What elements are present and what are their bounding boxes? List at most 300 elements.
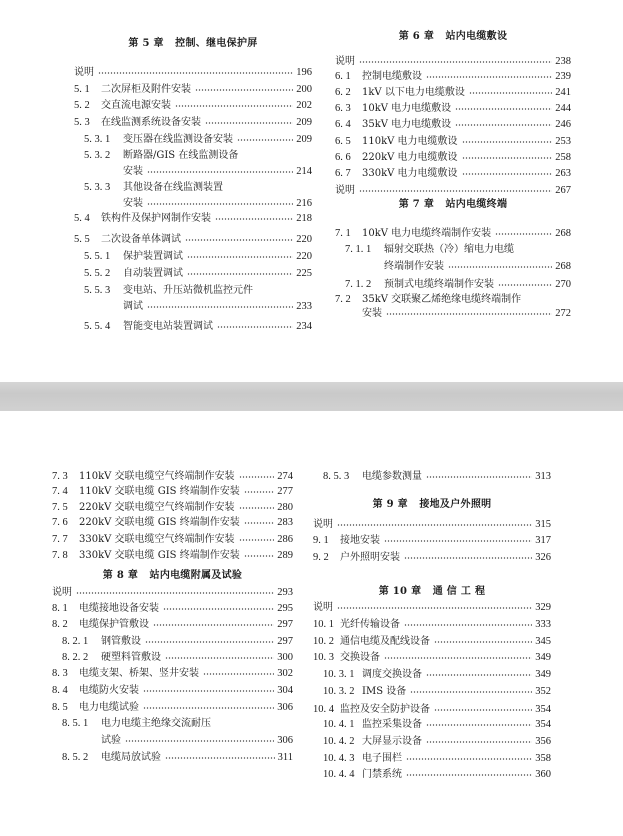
entry-page-number: 354 [535, 704, 551, 715]
dot-leader [215, 212, 293, 220]
entry-page-number: 311 [277, 752, 293, 763]
toc-entry [313, 752, 551, 766]
entry-number: 10. 4. 2 [323, 736, 355, 747]
entry-page-number: 218 [296, 213, 312, 224]
toc-entry [74, 300, 312, 314]
toc-entry [74, 320, 312, 334]
toc-entry [74, 133, 312, 147]
dot-leader [195, 83, 293, 91]
entry-title: 电缆局放试验 [101, 752, 161, 763]
entry-title: 电力电缆试验 [79, 702, 139, 713]
dot-leader [205, 116, 293, 124]
entry-number: 7. 4 [52, 486, 68, 497]
entry-title: 智能变电站装置调试 [123, 321, 213, 332]
toc-entry [313, 703, 551, 717]
entry-page-number: 234 [296, 321, 312, 332]
entry-number: 8. 5. 1 [62, 718, 89, 729]
entry-page-number: 268 [555, 228, 571, 239]
dot-leader [410, 685, 532, 693]
entry-page-number: 300 [277, 652, 293, 663]
entry-page-number: 317 [535, 535, 551, 546]
dot-leader [337, 518, 532, 526]
entry-title: 接地安装 [340, 535, 380, 546]
entry-number: 10. 3 [313, 652, 334, 663]
entry-title: 光纤传输设备 [340, 619, 400, 630]
entry-title: 自动装置调试 [123, 268, 183, 279]
dot-leader [404, 551, 532, 559]
entry-number: 7. 6 [52, 517, 68, 528]
dot-leader [76, 586, 274, 594]
entry-title: 安装 [123, 198, 143, 209]
dot-leader [384, 534, 532, 542]
entry-title: 说明 [335, 56, 355, 67]
toc-entry [335, 278, 571, 292]
entry-number: 8. 3 [52, 668, 68, 679]
entry-title: 二次屏柜及附件安装 [101, 84, 191, 95]
toc-entry [74, 197, 312, 211]
entry-page-number: 360 [535, 769, 551, 780]
entry-number: 10. 4 [313, 704, 334, 715]
toc-entry [335, 227, 571, 241]
entry-title: 终端制作安装 [384, 261, 444, 272]
dot-leader [337, 601, 532, 609]
entry-page-number: 258 [555, 152, 571, 163]
dot-leader [187, 267, 293, 275]
entry-title: 330kV 电力电缆敷设 [362, 168, 458, 179]
entry-page-number: 263 [555, 168, 571, 179]
entry-number: 7. 2 [335, 294, 351, 305]
entry-title: 交直流电源安装 [101, 100, 171, 111]
dot-leader [175, 99, 293, 107]
entry-title: 电缆支架、桥架、竖井安装 [79, 668, 199, 679]
dot-leader [434, 635, 532, 643]
entry-title: 二次设备单体调试 [101, 234, 181, 245]
dot-leader [426, 735, 532, 743]
entry-title: 调试 [123, 301, 143, 312]
toc-entry [74, 83, 312, 97]
entry-number: 8. 5 [52, 702, 68, 713]
entry-title: 变电站、升压站微机监控元件 [123, 285, 253, 296]
dot-leader [462, 151, 553, 159]
toc-entry [313, 470, 551, 484]
entry-title: 交换设备 [340, 652, 380, 663]
entry-title: 说明 [313, 519, 333, 530]
dot-leader [434, 703, 532, 711]
entry-page-number: 306 [277, 702, 293, 713]
entry-number: 5. 5. 4 [84, 321, 111, 332]
entry-number: 10. 4. 1 [323, 719, 355, 730]
toc-entry [313, 718, 551, 732]
dot-leader [239, 470, 275, 478]
toc-entry [74, 212, 312, 226]
entry-number: 8. 4 [52, 685, 68, 696]
chapter-heading: 第 5 章 控制、继电保护屏 [128, 38, 258, 49]
entry-page-number: 358 [535, 753, 551, 764]
entry-number: 5. 2 [74, 100, 90, 111]
toc-page-upper [0, 0, 623, 382]
dot-leader [143, 684, 274, 692]
entry-title: 220kV 交联电缆 GIS 终端制作安装 [79, 517, 240, 528]
dot-leader [426, 70, 552, 78]
entry-title: 门禁系统 [362, 769, 402, 780]
entry-number: 10. 4. 4 [323, 769, 355, 780]
entry-title: 说明 [313, 602, 333, 613]
entry-number: 5. 3. 3 [84, 182, 111, 193]
toc-entry-first-line [335, 243, 571, 257]
entry-page-number: 238 [555, 56, 571, 67]
entry-page-number: 225 [296, 268, 312, 279]
toc-entry-first-line [52, 717, 293, 731]
dot-leader [239, 533, 275, 541]
dot-leader [386, 307, 552, 315]
entry-number: 7. 5 [52, 502, 68, 513]
dot-leader [145, 635, 274, 643]
entry-page-number: 239 [555, 71, 571, 82]
entry-title: 安装 [362, 308, 382, 319]
toc-entry [52, 667, 293, 681]
entry-page-number: 302 [277, 668, 293, 679]
entry-title: 说明 [52, 587, 72, 598]
entry-page-number: 253 [555, 136, 571, 147]
entry-title: IMS 设备 [362, 686, 407, 697]
chapter-heading: 第 9 章 接地及户外照明 [372, 499, 492, 510]
entry-page-number: 283 [277, 517, 293, 528]
entry-title: 控制电缆敷设 [362, 71, 422, 82]
dot-leader [187, 250, 293, 258]
dot-leader [244, 549, 275, 557]
toc-entry [313, 685, 551, 699]
entry-page-number: 274 [277, 471, 293, 482]
dot-leader [153, 618, 274, 626]
chapter-heading: 第 10 章 通 信 工 程 [378, 586, 486, 597]
entry-number: 5. 5 [74, 234, 90, 245]
dot-leader [147, 165, 293, 173]
entry-title: 断路器/GIS 在线监测设备 [123, 150, 239, 161]
toc-entry [313, 551, 551, 565]
entry-title: 10kV 电力电缆终端制作安装 [362, 228, 492, 239]
entry-title: 户外照明安装 [340, 552, 400, 563]
dot-leader [359, 55, 552, 63]
entry-number: 5. 5. 1 [84, 251, 111, 262]
entry-number: 6. 1 [335, 71, 351, 82]
entry-title: 变压器在线监测设备安装 [123, 134, 233, 145]
entry-number: 10. 4. 3 [323, 753, 355, 764]
dot-leader [147, 197, 293, 205]
entry-title: 说明 [335, 185, 355, 196]
entry-page-number: 270 [555, 279, 571, 290]
entry-title: 大屏显示设备 [362, 736, 422, 747]
toc-entry [313, 651, 551, 665]
toc-entry [335, 70, 571, 84]
entry-number: 5. 5. 2 [84, 268, 111, 279]
toc-entry [313, 735, 551, 749]
toc-entry [52, 533, 293, 547]
entry-title: 330kV 交联电缆空气终端制作安装 [79, 534, 235, 545]
dot-leader [462, 167, 553, 175]
entry-title: 220kV 交联电缆空气终端制作安装 [79, 502, 235, 513]
entry-page-number: 196 [296, 67, 312, 78]
dot-leader [455, 118, 552, 126]
entry-page-number: 295 [277, 603, 293, 614]
toc-entry [52, 635, 293, 649]
toc-entry [52, 470, 293, 484]
dot-leader [163, 602, 274, 610]
toc-entry [313, 768, 551, 782]
entry-page-number: 345 [535, 636, 551, 647]
entry-page-number: 286 [277, 534, 293, 545]
toc-entry [52, 586, 293, 600]
toc-entry [52, 684, 293, 698]
entry-title: 调度交换设备 [362, 669, 422, 680]
toc-entry [335, 118, 571, 132]
dot-leader [495, 227, 552, 235]
entry-title: 辐射交联热（冷）缩电力电缆 [384, 244, 514, 255]
toc-entry [335, 307, 571, 321]
toc-entry [335, 102, 571, 116]
toc-entry [335, 167, 571, 181]
entry-page-number: 333 [535, 619, 551, 630]
entry-page-number: 280 [277, 502, 293, 513]
dot-leader [165, 651, 274, 659]
entry-page-number: 244 [555, 103, 571, 114]
toc-entry [52, 734, 293, 748]
entry-title: 1kV 以下电力电缆敷设 [362, 87, 465, 98]
entry-page-number: 306 [277, 735, 293, 746]
dot-leader [426, 470, 532, 478]
entry-page-number: 216 [296, 198, 312, 209]
entry-number: 9. 1 [313, 535, 329, 546]
dot-leader [426, 668, 532, 676]
entry-number: 10. 3. 2 [323, 686, 355, 697]
entry-title: 安装 [123, 166, 143, 177]
toc-entry [335, 151, 571, 165]
dot-leader [406, 768, 532, 776]
entry-page-number: 315 [535, 519, 551, 530]
toc-entry [52, 516, 293, 530]
toc-entry [74, 233, 312, 247]
toc-entry [52, 751, 293, 765]
entry-number: 5. 3. 2 [84, 150, 111, 161]
dot-leader [237, 133, 293, 141]
entry-number: 8. 2. 1 [62, 636, 89, 647]
entry-title: 电力电缆主绝缘交流耐压 [101, 718, 211, 729]
entry-page-number: 233 [296, 301, 312, 312]
chapter-heading: 第 6 章 站内电缆敷设 [398, 31, 508, 42]
dot-leader [455, 102, 552, 110]
entry-title: 35kV 交联聚乙烯绝缘电缆终端制作 [362, 294, 522, 305]
toc-entry [74, 250, 312, 264]
entry-page-number: 354 [535, 719, 551, 730]
entry-page-number: 209 [296, 117, 312, 128]
entry-page-number: 267 [555, 185, 571, 196]
entry-title: 110kV 交联电缆 GIS 终端制作安装 [79, 486, 240, 497]
entry-title: 监控采集设备 [362, 719, 422, 730]
entry-title: 110kV 交联电缆空气终端制作安装 [79, 471, 235, 482]
entry-title: 电缆防火安装 [79, 685, 139, 696]
toc-page-lower [0, 411, 623, 836]
entry-title: 预制式电缆终端制作安装 [384, 279, 494, 290]
toc-entry [74, 66, 312, 80]
toc-entry-first-line [74, 284, 312, 298]
toc-entry [335, 86, 571, 100]
dot-leader [165, 751, 275, 759]
entry-number: 6. 6 [335, 152, 351, 163]
toc-entry [313, 534, 551, 548]
entry-number: 8. 2. 2 [62, 652, 89, 663]
dot-leader [498, 278, 552, 286]
toc-entry [74, 267, 312, 281]
chapter-heading: 第 7 章 站内电缆终端 [398, 199, 508, 210]
entry-page-number: 304 [277, 685, 293, 696]
entry-page-number: 313 [535, 471, 551, 482]
dot-leader [462, 135, 553, 143]
dot-leader [448, 260, 552, 268]
toc-entry [52, 485, 293, 499]
entry-number: 7. 1 [335, 228, 351, 239]
entry-number: 6. 5 [335, 136, 351, 147]
toc-entry-first-line [335, 293, 571, 307]
entry-number: 6. 2 [335, 87, 351, 98]
dot-leader [404, 618, 532, 626]
entry-page-number: 349 [535, 669, 551, 680]
entry-title: 电缆保护管敷设 [79, 619, 149, 630]
dot-leader [384, 651, 532, 659]
toc-entry [52, 618, 293, 632]
entry-page-number: 220 [296, 251, 312, 262]
toc-entry [313, 601, 551, 615]
entry-number: 8. 5. 2 [62, 752, 89, 763]
entry-page-number: 246 [555, 119, 571, 130]
dot-leader [469, 86, 552, 94]
entry-number: 5. 5. 3 [84, 285, 111, 296]
entry-title: 在线监测系统设备安装 [101, 117, 201, 128]
entry-page-number: 202 [296, 100, 312, 111]
toc-entry [52, 651, 293, 665]
toc-entry [52, 602, 293, 616]
entry-title: 110kV 电力电缆敷设 [362, 136, 458, 147]
dot-leader [359, 184, 552, 192]
dot-leader [239, 501, 275, 509]
entry-page-number: 209 [296, 134, 312, 145]
entry-number: 7. 8 [52, 550, 68, 561]
entry-number: 6. 3 [335, 103, 351, 114]
entry-title: 其他设备在线监测装置 [123, 182, 223, 193]
dot-leader [406, 752, 532, 760]
dot-leader [185, 233, 293, 241]
entry-number: 5. 4 [74, 213, 90, 224]
entry-title: 330kV 交联电缆 GIS 终端制作安装 [79, 550, 240, 561]
toc-entry [335, 135, 571, 149]
entry-page-number: 241 [555, 87, 571, 98]
toc-entry [52, 701, 293, 715]
dot-leader [217, 320, 293, 328]
dot-leader [244, 516, 275, 524]
entry-title: 硬塑料管敷设 [101, 652, 161, 663]
entry-title: 铁构件及保护网制作安装 [101, 213, 211, 224]
entry-page-number: 214 [296, 166, 312, 177]
toc-entry [335, 55, 571, 69]
dot-leader [98, 66, 293, 74]
entry-number: 6. 7 [335, 168, 351, 179]
entry-page-number: 352 [535, 686, 551, 697]
entry-number: 10. 2 [313, 636, 334, 647]
entry-number: 8. 2 [52, 619, 68, 630]
entry-number: 7. 3 [52, 471, 68, 482]
entry-number: 6. 4 [335, 119, 351, 130]
toc-entry [313, 635, 551, 649]
entry-title: 通信电缆及配线设备 [340, 636, 430, 647]
toc-entry [74, 99, 312, 113]
entry-page-number: 297 [277, 619, 293, 630]
entry-number: 9. 2 [313, 552, 329, 563]
toc-entry [335, 184, 571, 198]
entry-page-number: 289 [277, 550, 293, 561]
entry-page-number: 277 [277, 486, 293, 497]
entry-number: 5. 1 [74, 84, 90, 95]
entry-number: 10. 3. 1 [323, 669, 355, 680]
entry-title: 电缆参数测量 [362, 471, 422, 482]
dot-leader [203, 667, 274, 675]
dot-leader [147, 300, 293, 308]
entry-number: 5. 3 [74, 117, 90, 128]
entry-number: 8. 1 [52, 603, 68, 614]
toc-entry [335, 260, 571, 274]
entry-page-number: 293 [277, 587, 293, 598]
toc-entry [52, 501, 293, 515]
toc-entry [313, 518, 551, 532]
toc-entry [74, 116, 312, 130]
toc-entry [74, 165, 312, 179]
entry-page-number: 220 [296, 234, 312, 245]
chapter-heading: 第 8 章 站内电缆附属及试验 [102, 570, 243, 581]
entry-title: 35kV 电力电缆敷设 [362, 119, 452, 130]
page-gap [0, 382, 623, 411]
entry-title: 说明 [74, 67, 94, 78]
toc-entry [313, 618, 551, 632]
entry-number: 7. 7 [52, 534, 68, 545]
entry-page-number: 326 [535, 552, 551, 563]
entry-page-number: 349 [535, 652, 551, 663]
toc-entry-first-line [74, 149, 312, 163]
dot-leader [125, 734, 274, 742]
entry-number: 8. 5. 3 [323, 471, 350, 482]
entry-title: 钢管敷设 [101, 636, 141, 647]
entry-title: 电缆接地设备安装 [79, 603, 159, 614]
entry-page-number: 268 [555, 261, 571, 272]
entry-number: 7. 1. 1 [345, 244, 372, 255]
entry-page-number: 356 [535, 736, 551, 747]
entry-title: 监控及安全防护设备 [340, 704, 430, 715]
toc-entry [313, 668, 551, 682]
toc-entry-first-line [74, 181, 312, 195]
entry-title: 10kV 电力电缆敷设 [362, 103, 452, 114]
entry-page-number: 329 [535, 602, 551, 613]
entry-number: 10. 1 [313, 619, 334, 630]
entry-title: 220kV 电力电缆敷设 [362, 152, 458, 163]
entry-title: 保护装置调试 [123, 251, 183, 262]
dot-leader [426, 718, 532, 726]
entry-number: 7. 1. 2 [345, 279, 372, 290]
dot-leader [143, 701, 274, 709]
toc-entry [52, 549, 293, 563]
entry-page-number: 200 [296, 84, 312, 95]
entry-page-number: 297 [277, 636, 293, 647]
dot-leader [244, 485, 275, 493]
entry-title: 试验 [101, 735, 121, 746]
entry-title: 电子围栏 [362, 753, 402, 764]
entry-number: 5. 3. 1 [84, 134, 111, 145]
entry-page-number: 272 [555, 308, 571, 319]
